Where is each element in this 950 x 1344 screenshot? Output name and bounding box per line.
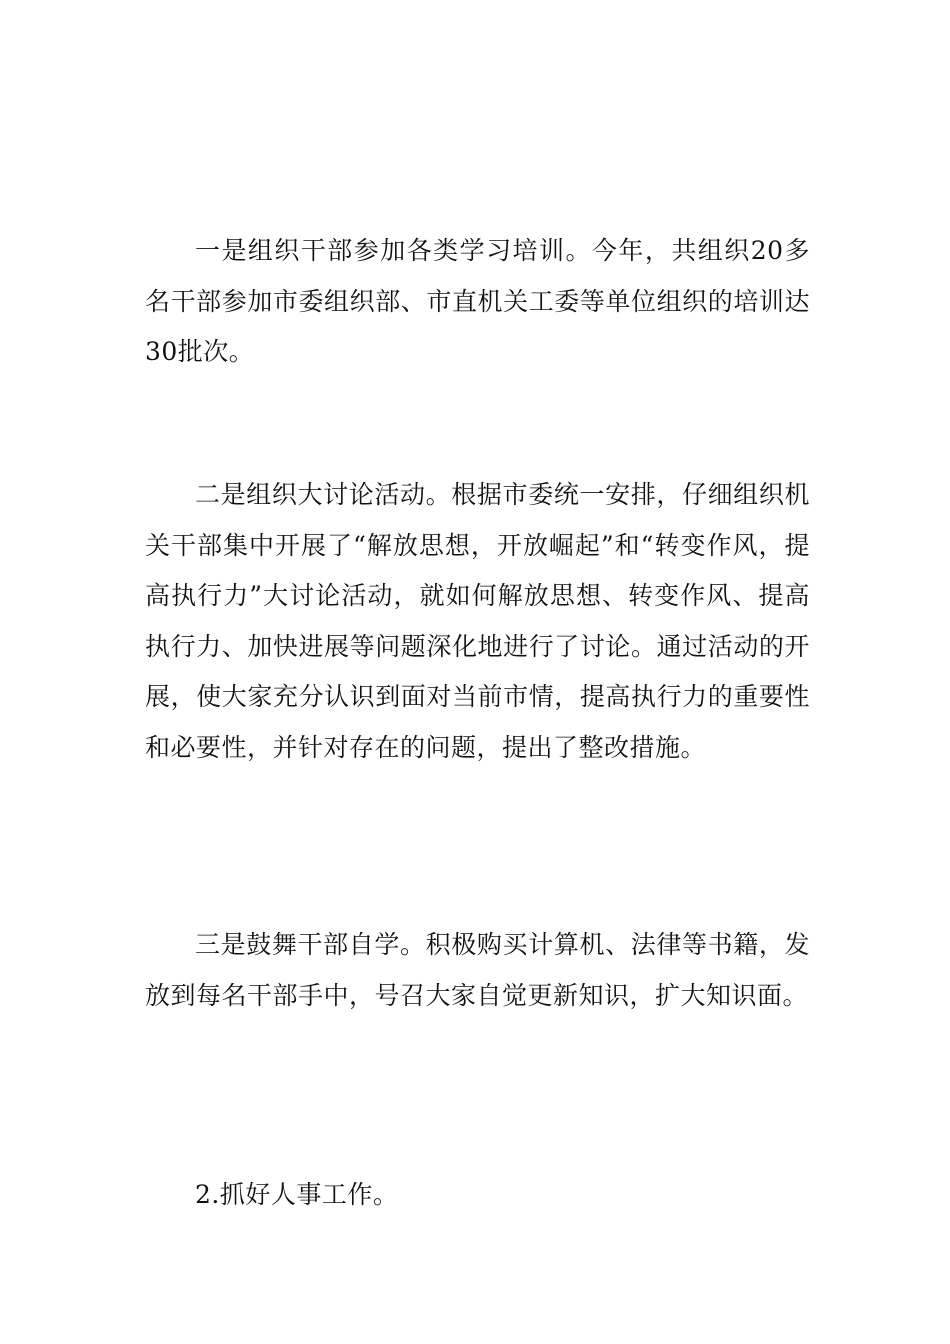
section-heading-personnel: 2.抓好人事工作。 bbox=[195, 1180, 399, 1209]
paragraph-self-study: 三是鼓舞干部自学。积极购买计算机、法律等书籍，发放到每名干部手中，号召大家自觉更新知识，扩大知识面。 bbox=[145, 930, 810, 1010]
paragraph-training: 一是组织干部参加各类学习培训。今年，共组织20多名干部参加市委组织部、市直机关工委等单位组织的培训达30批次。 bbox=[145, 236, 810, 366]
paragraph-discussion: 二是组织大讨论活动。根据市委统一安排，仔细组织机关干部集中开展了“解放思想，开放崛起”和“转变作风，提高执行力”大讨论活动，就如何解放思想、转变作风、提高执行力、加快进展等问题深化地进行了讨论。通过活动的开展，使大家充分认识到面对当前市情，提高执行力的重要性和必要性，并针对存在的问题，提出了整改措施。 bbox=[145, 480, 810, 762]
